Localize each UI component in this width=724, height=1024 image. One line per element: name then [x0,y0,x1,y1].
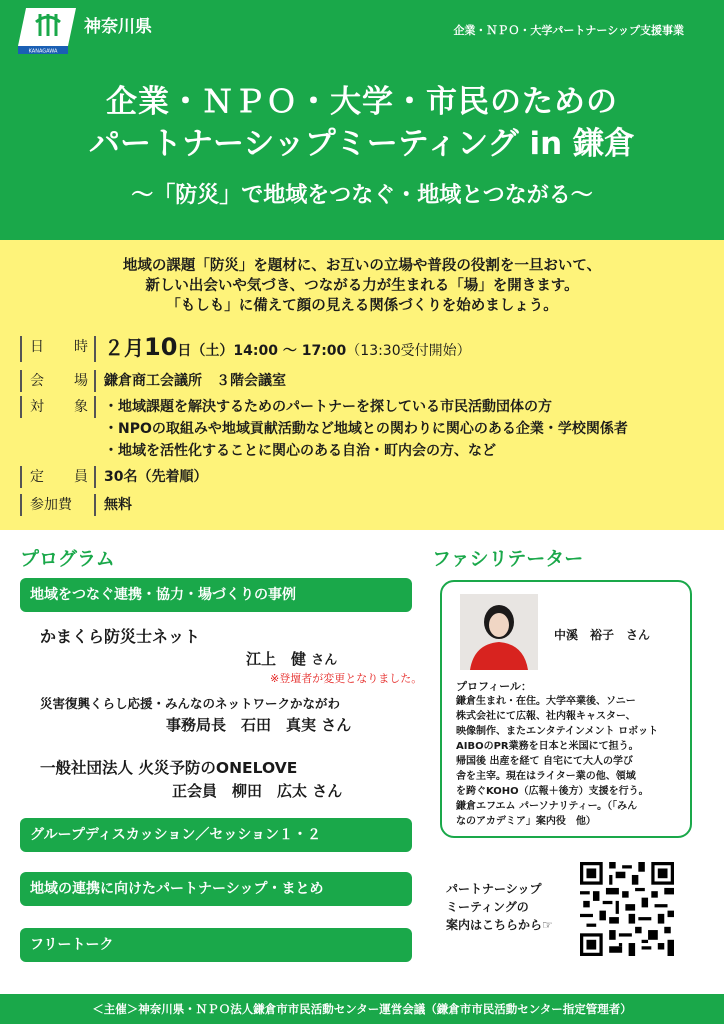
date-month: ２月 [104,336,144,360]
title-line-1: 企業・ＮＰＯ・大学・市民のための [106,84,618,120]
profile-line: 鎌倉生まれ・在住。大学卒業後、ソニー [456,696,636,707]
profile-line: 株式会社にて広報、社内報キャスター、 [456,711,636,722]
facilitator-profile [456,694,682,829]
sponsor-line: 企業・ＮＰＯ・大学パートナーシップ支援事業 [453,24,684,37]
program-session-4: フリートーク [20,928,412,962]
fee-value: 無料 [104,497,132,513]
title-line-2: パートナーシップミーティング in 鎌倉 [89,126,635,162]
facilitator-card [440,580,692,838]
qr-code-icon[interactable] [580,862,674,956]
date-value [104,333,471,362]
target-row [20,396,628,462]
program-heading: プログラム [20,548,115,570]
prefecture-name: 神奈川県 [84,17,152,37]
speaker-1 [246,648,337,669]
speaker-change-note: ※登壇者が変更となりました。 [270,672,423,685]
event-info [0,240,724,530]
qr-caption: パートナーシップ ミーティングの 案内はこちらから☞ [446,882,553,932]
capacity-label: 定 員 [20,466,96,488]
target-item: ・地域を活性化することに関心のある自治・町内会の方、など [104,443,496,459]
facilitator-name: 中溪 裕子 さん [554,628,651,642]
org-saigai-fukkou: 災害復興くらし応援・みんなのネットワークかながわ [40,696,341,711]
kanagawa-logo-icon [18,8,76,54]
profile-line: 鎌倉エフエム パーソナリティー。（「みん [456,801,638,812]
speaker-1-name: 江上 健 [246,650,307,668]
header [0,0,724,240]
profile-line: なのアカデミア」案内役 他） [456,816,596,827]
intro-line: 「もしも」に備えて顔の見える関係づくりを始めましょう。 [166,298,558,314]
capacity-value: 30名（先着順） [104,469,208,485]
speaker-3: 正会員 柳田 広太 さん [172,782,343,800]
intro-line: 新しい出会いや気づき、つながる力が生まれる「場」を開きます。 [145,278,579,294]
capacity-row [20,466,207,488]
speaker-1-suffix: さん [311,653,338,668]
venue-value: 鎌倉商工会議所 ３階会議室 [104,373,286,389]
profile-line: AIBOのPR業務を日本と米国にて担う。 [456,741,639,752]
profile-line: 映像制作、またエンタテインメント ロボット [456,726,659,737]
profile-line: 舎を主宰。現在はライター業の他、領域 [456,771,636,782]
date-label: 日 時 [20,336,96,362]
fee-label: 参加費 [20,494,96,516]
org-kamakura-bousai: かまくら防災士ネット [40,627,201,646]
profile-heading: プロフィール： [456,680,532,693]
date-day: 10 [144,333,178,361]
footer-organizer: ＜主催＞神奈川県・ＮＰＯ法人鎌倉市市民活動センター運営会議（鎌倉市市民活動センター指定管理者） [0,994,724,1024]
profile-line: 帰国後 出産を経て 自宅にて大人の学び [456,756,633,767]
intro-line: 地域の課題「防災」を題材に、お互いの立場や普段の役割を一旦おいて、 [122,258,602,274]
program-session-2: グループディスカッション／セッション１・２ [20,818,412,852]
date-reception: （13:30受付開始） [346,343,471,359]
fee-row [20,494,132,516]
subtitle: 〜「防災」で地域をつなぐ・地域とつながる〜 [131,183,593,208]
venue-label: 会 場 [20,370,96,392]
target-item: ・NPOの取組みや地域貢献活動など地域との関わりに関心のある企業・学校関係者 [104,421,628,437]
facilitator-photo [460,594,538,670]
target-list [104,396,628,462]
speaker-2: 事務局長 石田 真実 さん [166,716,352,734]
intro-text [0,256,724,316]
target-item: ・地域課題を解決するためのパートナーを探している市民活動団体の方 [104,399,552,415]
profile-line: を跨ぐKOHO（広報＋後方）支援を行う。 [456,786,649,797]
program-session-3: 地域の連携に向けたパートナーシップ・まとめ [20,872,412,906]
program-session-1: 地域をつなぐ連携・協力・場づくりの事例 [20,578,412,612]
date-row [20,333,471,362]
date-time: 日（土）14:00 ～ 17:00 [177,343,347,359]
target-label: 対 象 [20,396,96,418]
facilitator-heading: ファシリテーター [432,548,584,570]
logo-text: KANAGAWA [28,48,58,54]
org-onelove: 一般社団法人 火災予防のONELOVE [40,759,298,777]
venue-row [20,370,286,392]
